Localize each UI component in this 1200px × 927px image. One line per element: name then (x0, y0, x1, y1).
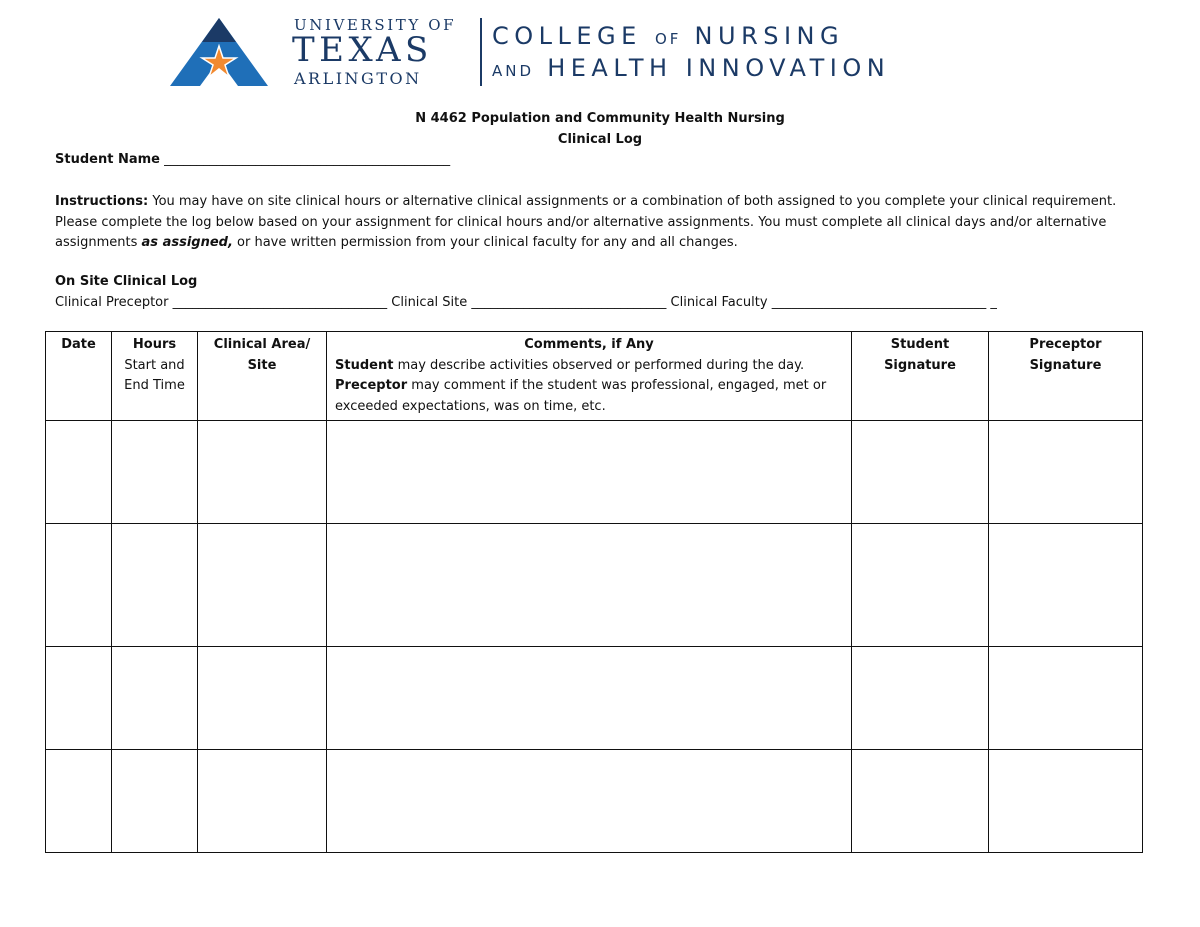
logo-university-line3: ARLINGTON (294, 69, 422, 88)
col-student-signature-header: Student Signature (852, 332, 989, 421)
student-name-label: Student Name (55, 152, 160, 167)
site-label: Clinical Site (391, 295, 468, 310)
comments-cell[interactable] (327, 524, 852, 647)
area-cell[interactable] (198, 647, 327, 750)
preceptor-signature-cell[interactable] (989, 421, 1143, 524)
university-logo (168, 16, 1038, 90)
table-row (46, 647, 1143, 750)
table-row (46, 421, 1143, 524)
student-signature-cell[interactable] (852, 524, 989, 647)
col-hours-header: Hours Start and End Time (112, 332, 198, 421)
comments-cell[interactable] (327, 421, 852, 524)
uta-star-a-icon (168, 16, 270, 88)
student-signature-cell[interactable] (852, 647, 989, 750)
logo-university-line1: UNIVERSITY OF (294, 16, 457, 34)
date-cell[interactable] (46, 421, 112, 524)
table-row (46, 524, 1143, 647)
course-title: N 4462 Population and Community Health Nursing (415, 111, 785, 126)
hours-cell[interactable] (112, 421, 198, 524)
onsite-heading: On Site Clinical Log (55, 274, 198, 289)
preceptor-signature-cell[interactable] (989, 524, 1143, 647)
clinical-log-table (45, 331, 1143, 853)
col-area-header: Clinical Area/ Site (198, 332, 327, 421)
table-header-row (46, 332, 1143, 421)
student-name-field[interactable] (55, 150, 450, 170)
faculty-line[interactable]: _________________________________ _ (771, 295, 997, 310)
onsite-fields (55, 293, 997, 313)
logo-divider (480, 18, 482, 86)
hours-cell[interactable] (112, 524, 198, 647)
area-cell[interactable] (198, 750, 327, 853)
preceptor-line[interactable]: _________________________________ (172, 295, 388, 310)
date-cell[interactable] (46, 647, 112, 750)
instructions: Instructions: You may have on site clinical hours or alternative clinical assignments or a combination of both assigned to you complete your clinical requirement. Please complete the log below based on your assignment for clinical hours and/or alternative assignments. You must complete all clinical days and/or alternative assignments as assigned, or have written permission from your clinical faculty for any and all changes. (55, 194, 1117, 250)
faculty-label: Clinical Faculty (670, 295, 768, 310)
area-cell[interactable] (198, 421, 327, 524)
date-cell[interactable] (46, 524, 112, 647)
student-signature-cell[interactable] (852, 750, 989, 853)
col-comments-header: Comments, if Any Student may describe activities observed or performed during the day. Preceptor may comment if the student was professional, engaged, met or exceeded expectations, was on time, etc. (327, 332, 852, 421)
table-row (46, 750, 1143, 853)
logo-college-line1: COLLEGE OF NURSING (492, 22, 845, 50)
logo-university-line2: TEXAS (292, 30, 433, 70)
comments-cell[interactable] (327, 750, 852, 853)
logo-college-line2: AND HEALTH INNOVATION (492, 54, 891, 82)
comments-cell[interactable] (327, 647, 852, 750)
instructions-label: Instructions: (55, 194, 149, 209)
student-signature-cell[interactable] (852, 421, 989, 524)
date-cell[interactable] (46, 750, 112, 853)
col-date-header: Date (46, 332, 112, 421)
col-preceptor-signature-header: Preceptor Signature (989, 332, 1143, 421)
log-title: Clinical Log (557, 132, 643, 147)
hours-cell[interactable] (112, 750, 198, 853)
area-cell[interactable] (198, 524, 327, 647)
site-line[interactable]: ______________________________ (471, 295, 667, 310)
hours-cell[interactable] (112, 647, 198, 750)
student-name-line: ____________________________________________ (164, 152, 451, 167)
preceptor-signature-cell[interactable] (989, 647, 1143, 750)
preceptor-signature-cell[interactable] (989, 750, 1143, 853)
preceptor-label: Clinical Preceptor (55, 295, 169, 310)
